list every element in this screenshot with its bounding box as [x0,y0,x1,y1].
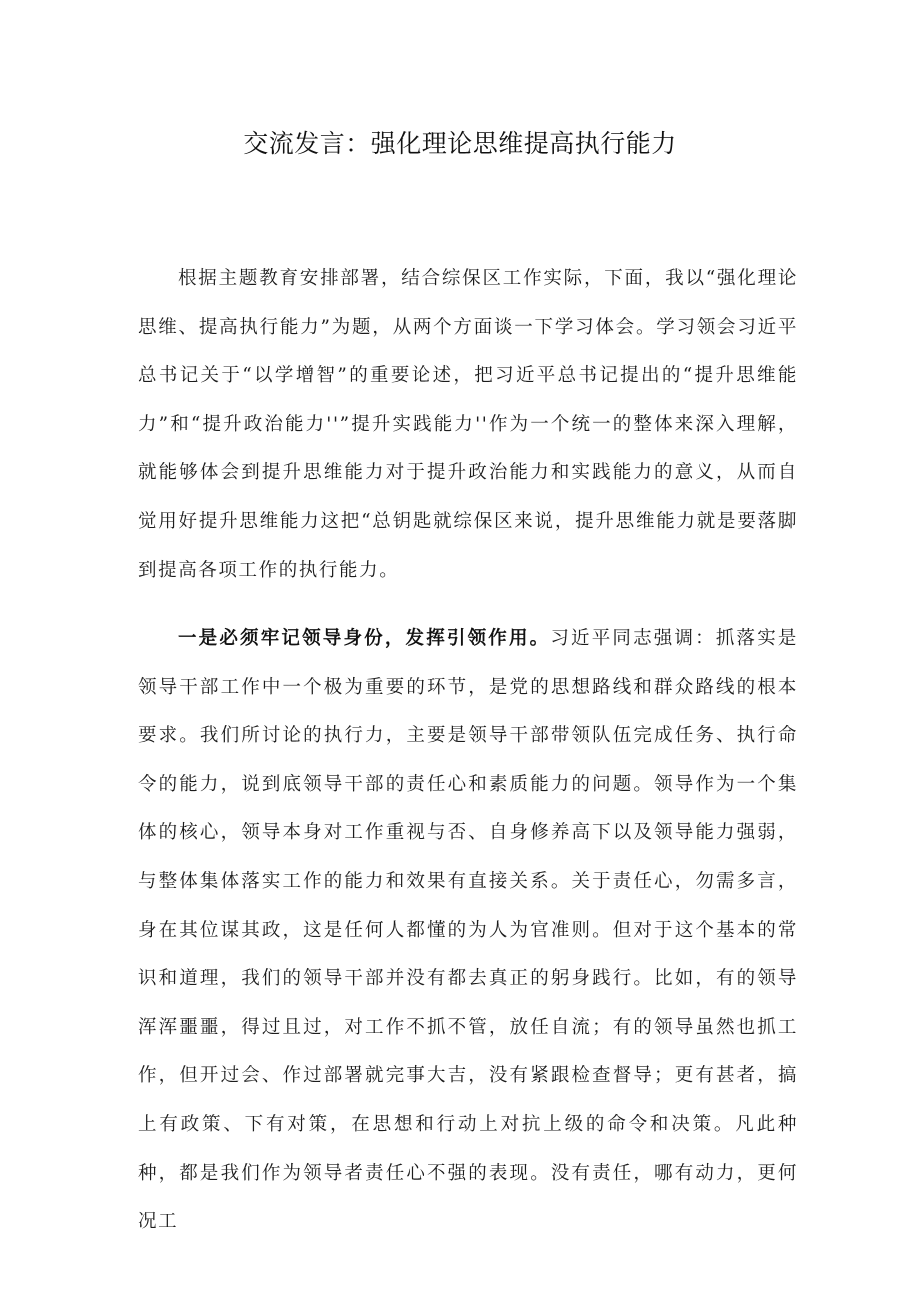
document-title: 交流发言：强化理论思维提高执行能力 [243,129,677,158]
paragraph-point-one-text: 习近平同志强调：抓落实是领导干部工作中一个极为重要的环节，是党的思想路线和群众路线的根本要求。我们所讨论的执行力，主要是领导干部带领队伍完成任务、执行命令的能力，说到底领导干部的责任心和素质能力的问题。领导作为一个集体的核心，领导本身对工作重视与否、自身修养高下以及领导能力强弱，与整体集体落实工作的能力和效果有直接关系。关于责任心，勿需多言，身在其位谋其政，这是任何人都懂的为人为官准则。但对于这个基本的常识和道理，我们的领导干部并没有都去真正的躬身践行。比如，有的领导浑浑噩噩，得过且过，对工作不抓不管，放任自流；有的领导虽然也抓工作，但开过会、作过部署就完事大吉，没有紧跟检查督导；更有甚者，搞上有政策、下有对策，在思想和行动上对抗上级的命令和决策。凡此种种，都是我们作为领导者责任心不强的表现。没有责任，哪有动力，更何况工 [138,628,798,1233]
paragraph-point-one-lead: 一是必须牢记领导身份，发挥引领作用。 [178,628,551,649]
paragraph-intro-text: 根据主题教育安排部署，结合综保区工作实际，下面，我以“强化理论思维、提高执行能力”为题，从两个方面谈一下学习体会。学习领会习近平总书记关于“以学增智”的重要论述，把习近平总书记提出的“提升思维能力”和“提升政治能力''”提升实践能力''作为一个统一的整体来深入理解，就能够体会到提升思维能力对于提升政治能力和实践能力的意义，从而自觉用好提升思维能力这把“总钥匙就综保区来说，提升思维能力就是要落脚到提高各项工作的执行能力。 [138,268,798,581]
paragraph-intro [138,255,798,595]
paragraph-point-one [138,615,798,1247]
